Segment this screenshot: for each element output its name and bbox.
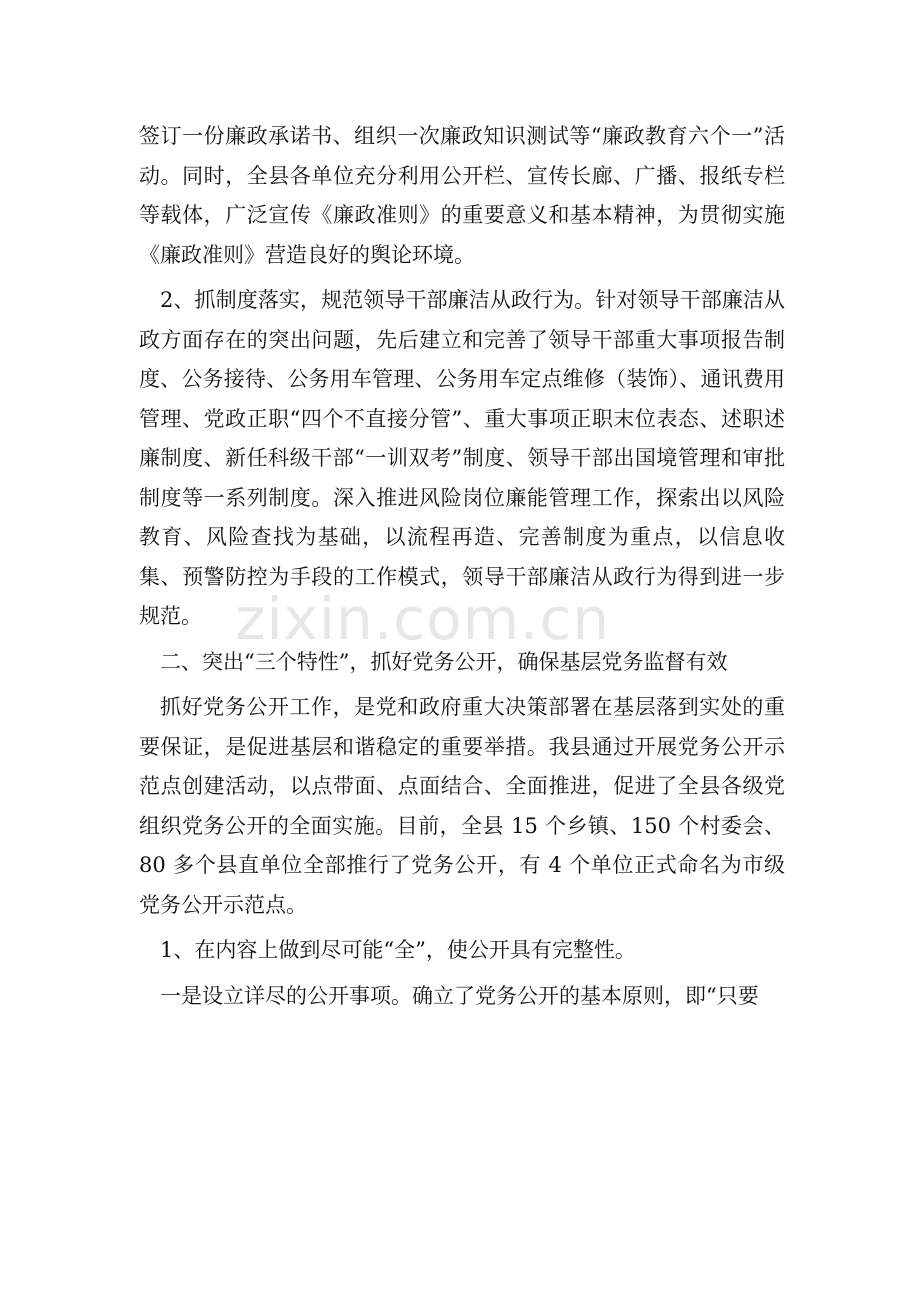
- paragraph: 签订一份廉政承诺书、组织一次廉政知识测试等“廉政教育六个一”活动。同时，全县各单位充分利用公开栏、宣传长廊、广播、报纸专栏等载体，广泛宣传《廉政准则》的重要意义和基本精神，为贯彻实施《廉政准则》营造良好的舆论环境。: [139, 124, 785, 267]
- subsection-heading: 1、在内容上做到尽可能“全”，使公开具有完整性。: [160, 938, 636, 962]
- section-heading: 二、突出“三个特性”，抓好党务公开，确保基层党务监督有效: [160, 649, 728, 674]
- document-body: [139, 117, 785, 1022]
- paragraph: 抓好党务公开工作，是党和政府重大决策部署在基层落到实处的重要保证，是促进基层和谐稳定的重要举措。我县通过开展党务公开示范点创建活动，以点带面、点面结合、全面推进，促进了全县各级党组织党务公开的全面实施。目前，全县 15 个乡镇、150 个村委会、80 多个县直单位全部推行了党务公开，有 4 个单位正式命名为市级党务公开示范点。: [139, 695, 785, 917]
- paragraph: 一是设立详尽的公开事项。确立了党务公开的基本原则，即“只要: [160, 983, 759, 1008]
- watermark: zixin.com.cn: [235, 585, 611, 653]
- paragraph: 2、抓制度落实，规范领导干部廉洁从政行为。针对领导干部廉洁从政方面存在的突出问题，先后建立和完善了领导干部重大事项报告制度、公务接待、公务用车管理、公务用车定点维修（装饰）、通讯费用管理、党政正职“四个不直接分管”、重大事项正职末位表态、述职述廉制度、新任科级干部“一训双考”制度、领导干部出国境管理和审批制度等一系列制度。深入推进风险岗位廉能管理工作，探索出以风险教育、风险查找为基础，以流程再造、完善制度为重点，以信息收集、预警防控为手段的工作模式，领导干部廉洁从政行为得到进一步规范。: [139, 288, 785, 628]
